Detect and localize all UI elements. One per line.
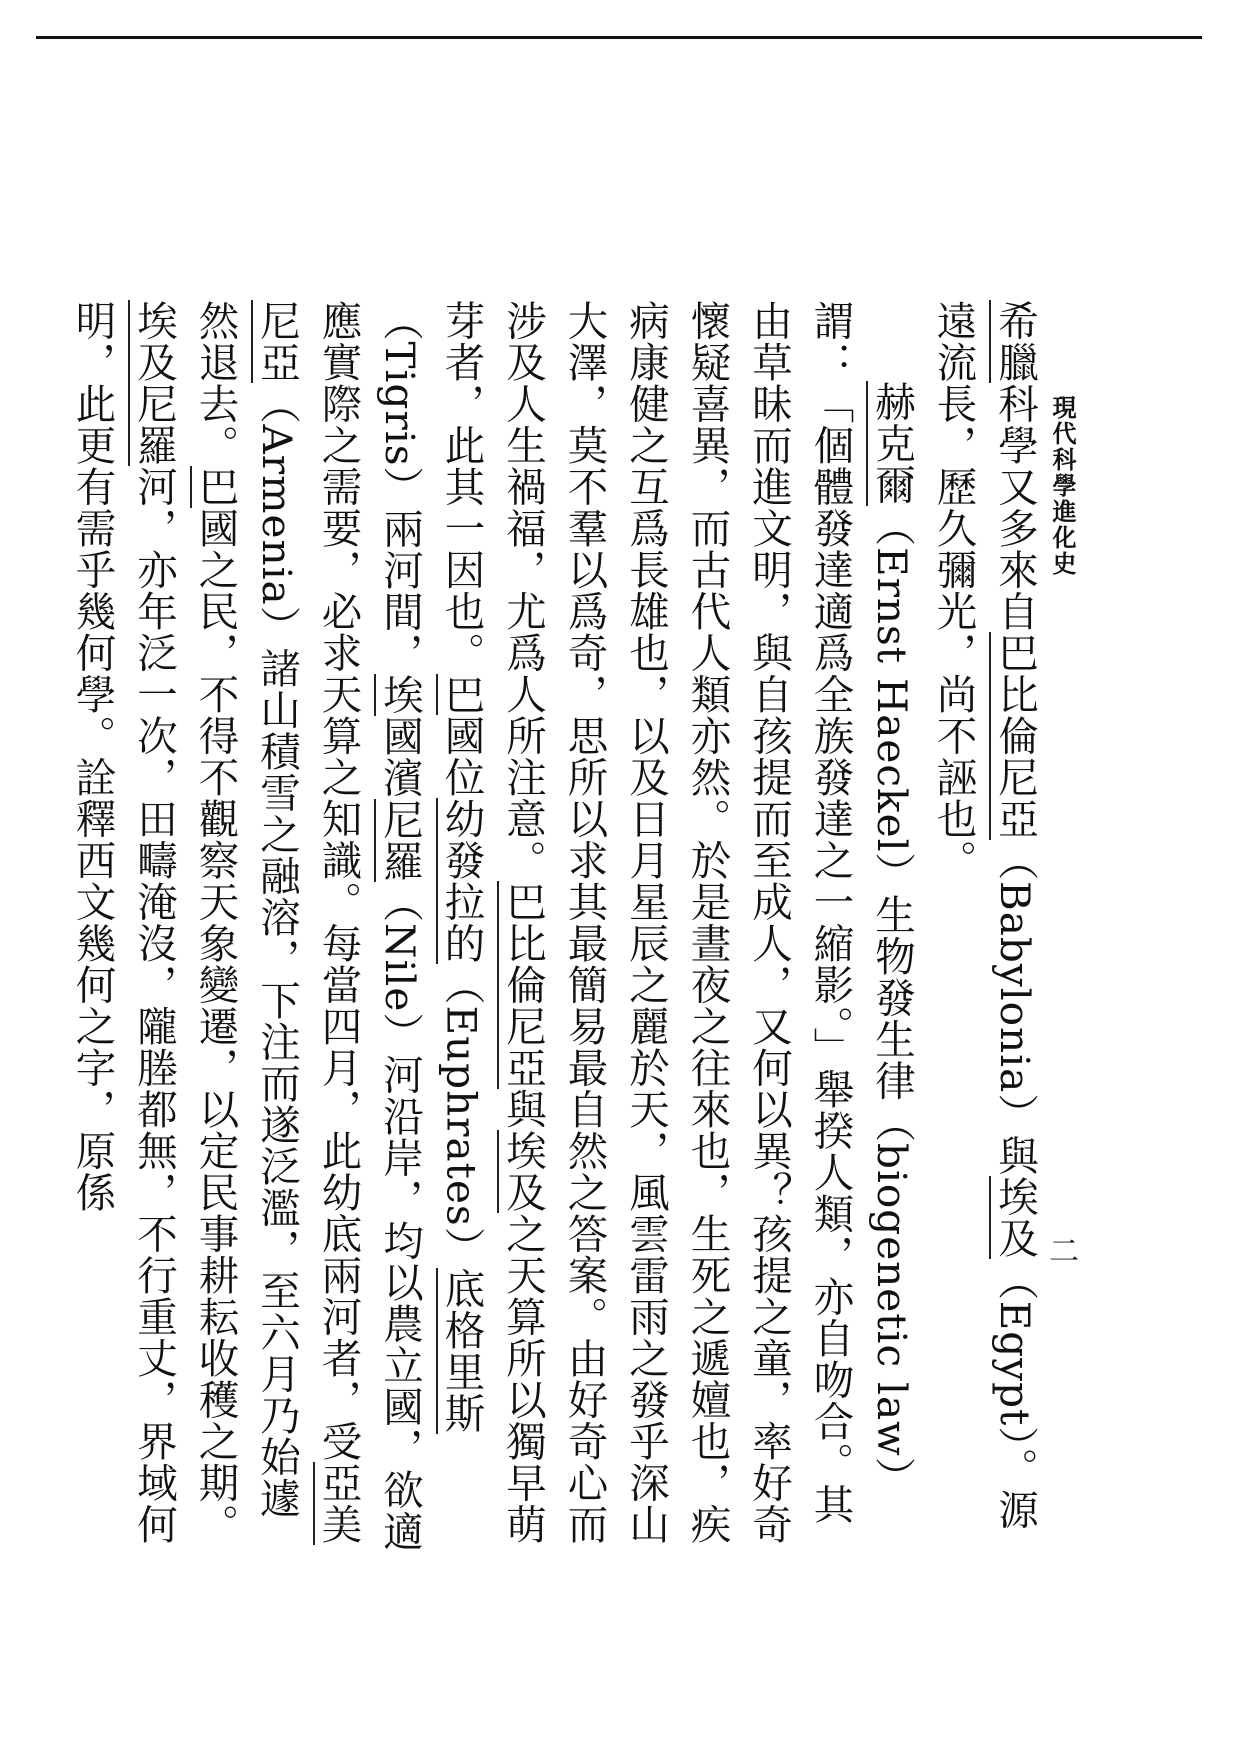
top-rule	[36, 36, 1202, 39]
proper-noun-underlined: 巴	[437, 673, 486, 715]
proper-noun-underlined: 希臘	[991, 300, 1039, 383]
proper-noun-underlined: 巴	[191, 466, 240, 508]
proper-noun-underlined: 尼羅	[376, 798, 424, 882]
text-run: （Euphrates）	[437, 964, 486, 1269]
text-run: （Egypt）。源遠流長，歷久彌光，尚不誣也。	[929, 300, 1039, 1531]
text-run: （Armenia）諸山積雪之融溶，下注而遂泛濫，至六月乃始遽然退去。	[191, 300, 301, 1519]
text-run: 國之民，不得不觀察天象變遷，以定民事耕耘收穫之期。	[191, 507, 240, 1545]
proper-noun-underlined: 埃及	[991, 1176, 1039, 1260]
text-run: 科學又多來自	[991, 383, 1039, 632]
proper-noun-underlined: 尼羅	[130, 383, 178, 466]
proper-noun-underlined: 赫克爾	[868, 381, 916, 506]
page-number: 二	[1043, 1235, 1078, 1265]
proper-noun-underlined: 埃及	[499, 1130, 547, 1213]
text-run: （Tigris）兩河間，	[376, 300, 424, 674]
text-run: 與	[499, 1088, 547, 1130]
text-run: 河，亦年泛一次，田疇淹沒，隴塍都無，不行重丈，界域何明，此更有需乎幾何學。詮釋西文幾何之字，原係	[68, 300, 178, 1545]
proper-noun-underlined: 底格里斯	[437, 1268, 486, 1435]
text-run: 之天算所以獨早萌芽者，此其一因也。	[437, 300, 547, 1545]
proper-noun-underlined: 巴比倫尼亞	[499, 881, 547, 1089]
paragraph	[922, 300, 1045, 1560]
body-text	[68, 300, 1045, 1560]
proper-noun-underlined: 埃及	[130, 300, 178, 383]
proper-noun-underlined: 幼發拉的	[437, 798, 486, 964]
text-run: （Babylonia）與	[991, 839, 1039, 1177]
running-header-title: 現代科學進化史	[1048, 395, 1077, 577]
paragraph	[61, 300, 922, 1560]
proper-noun-underlined: 埃	[376, 674, 424, 716]
text-run: 國位	[437, 715, 486, 798]
text-run: 國濱	[376, 715, 424, 799]
proper-noun-underlined: 亞美尼亞	[253, 300, 363, 1545]
text-run: （Nile）河沿岸，均以農立國，欲適應實際之需要，必求天算之知識。每當四月，此幼底兩河者，受	[314, 300, 424, 1552]
text-run: （Ernst Haeckel）生物發生律（biogenetic law）謂：「個體發達適爲全族發達之一縮影。」舉揆人類，亦自吻合。其由草昧而進文明，與自孩提而至成人，又何以異？孩提之童，率好奇懷疑喜異，而古代人類亦然。於是晝夜之往來也，生死之遞嬗也，疾病康健之互爲長雄也，以及日月星辰之麗於天，風雲雷雨之發乎深山大澤，莫不羣以爲奇，思所以求其最簡易最自然之答案。由好奇心而涉及人生禍福，尤爲人所注意。	[499, 300, 916, 1545]
proper-noun-underlined: 巴比倫尼亞	[991, 632, 1039, 840]
